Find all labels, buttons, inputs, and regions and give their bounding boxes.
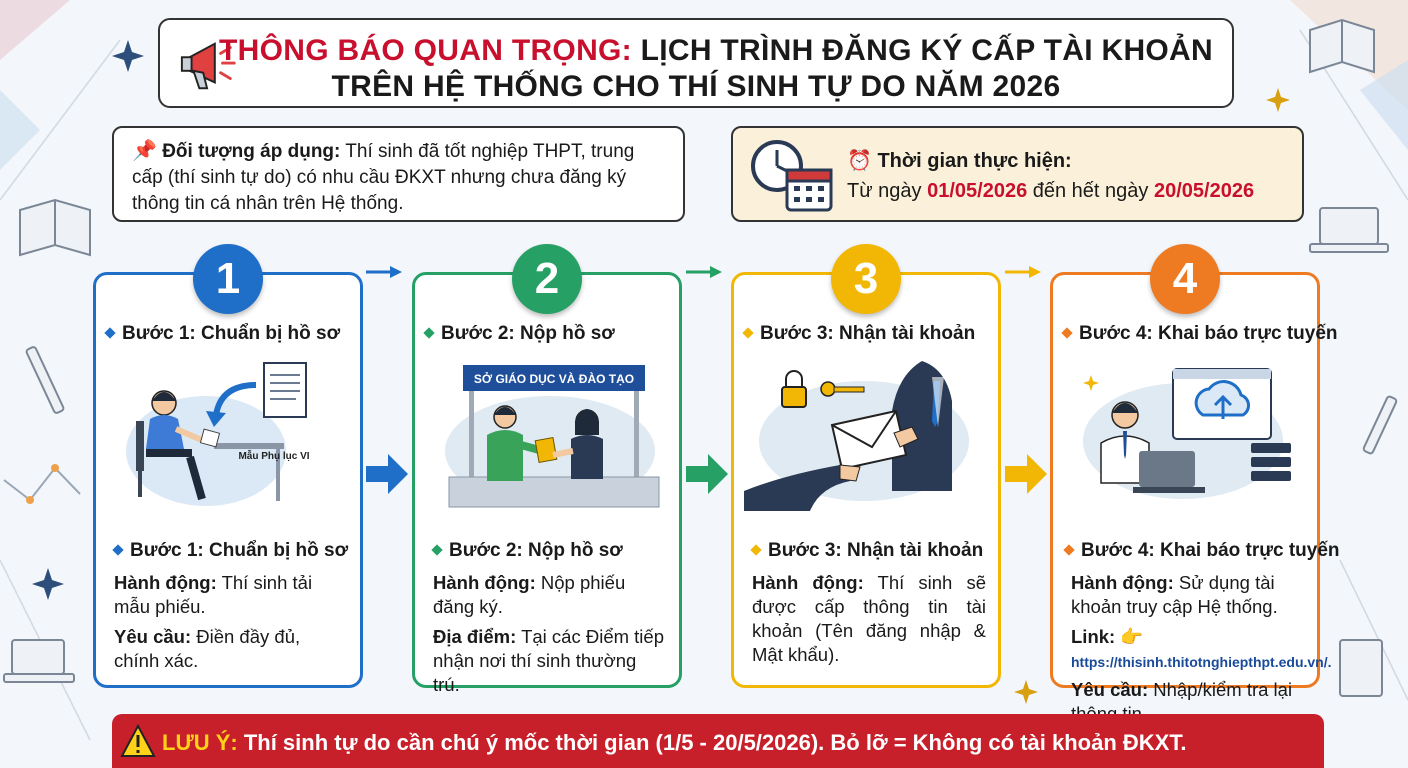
pointing-hand-icon: 👉 <box>1120 626 1144 647</box>
form-template-label: Mẫu Phụ lục VI <box>238 451 310 462</box>
pushpin-icon: 📌 <box>132 140 157 162</box>
submit-documents-illustration <box>425 361 675 511</box>
arrow-mid-3-icon <box>1005 454 1047 494</box>
step-subheading-1: Bước 1: Chuẩn bị hồ sơ <box>114 539 348 563</box>
end-date: 20/05/2026 <box>1153 180 1255 202</box>
step-card-1 <box>93 254 363 688</box>
page-title-line2: TRÊN HỆ THỐNG CHO THÍ SINH TỰ DO NĂM 2026 <box>331 70 1061 103</box>
portal-link[interactable]: https://thisinh.thitotnghiepthpt.edu.vn/. <box>1071 654 1332 670</box>
step-number-3: 3 <box>831 244 901 314</box>
target-audience-box <box>112 126 685 222</box>
arrow-top-1-icon <box>366 264 402 280</box>
receive-account-illustration <box>744 361 994 511</box>
step-2-action: Hành động: Nộp phiếu đăng ký. <box>433 572 626 617</box>
step-2-location: Địa điểm: Tại các Điểm tiếp nhận nơi thí sinh thường trú. <box>433 626 664 695</box>
warning-icon <box>120 724 156 758</box>
timeframe-box <box>731 126 1304 222</box>
step-number-2: 2 <box>512 244 582 314</box>
step-number-4: 4 <box>1150 244 1220 314</box>
department-sign: SỞ GIÁO DỤC VÀ ĐÀO TẠO <box>473 372 635 386</box>
timeframe-label: Thời gian thực hiện: <box>877 150 1072 172</box>
step-subheading-2: Bước 2: Nộp hồ sơ <box>433 539 667 563</box>
arrow-top-2-icon <box>686 264 722 280</box>
student-prepare-illustration <box>106 361 356 511</box>
step-card-2 <box>412 254 682 695</box>
page-title-line1: THÔNG BÁO QUAN TRỌNG: LỊCH TRÌNH ĐĂNG KÝ CẤP TÀI KHOẢN <box>219 34 1213 67</box>
title-banner <box>158 18 1234 108</box>
step-heading-4: Bước 4: Khai báo trực tuyến <box>1063 323 1311 345</box>
step-subheading-4: Bước 4: Khai báo trực tuyến <box>1065 539 1305 563</box>
step-4-link-row: Link: 👉 <box>1071 626 1144 647</box>
timeframe-range: Từ ngày 01/05/2026 đến hết ngày 20/05/2026 <box>847 180 1255 202</box>
step-4-requirement: Yêu cầu: Nhập/kiểm tra lại <box>1071 679 1293 700</box>
arrow-mid-1-icon <box>366 454 408 494</box>
warning-text: LƯU Ý: Thí sinh tự do cần chú ý mốc thời gian (1/5 - 20/5/2026). Bỏ lỡ = Không có tài khoản ĐKXT. <box>162 730 1187 755</box>
step-card-4 <box>1050 254 1340 700</box>
alarm-clock-icon: ⏰ <box>847 150 872 172</box>
step-4-action: Hành động: Sử dụng tài khoản truy cập Hệ thống. <box>1071 572 1278 617</box>
step-heading-1: Bước 1: Chuẩn bị hồ sơ <box>106 323 354 345</box>
step-subheading-3: Bước 3: Nhận tài khoản <box>752 539 986 563</box>
clock-calendar-icon <box>747 136 835 216</box>
step-1-action: Hành động: Thí sinh tải mẫu phiếu. <box>114 572 313 617</box>
step-heading-2: Bước 2: Nộp hồ sơ <box>425 323 673 345</box>
target-label: Đối tượng áp dụng: <box>162 141 341 162</box>
arrow-top-3-icon <box>1005 264 1041 280</box>
start-date: 01/05/2026 <box>927 180 1028 202</box>
step-number-1: 1 <box>193 244 263 314</box>
step-card-3 <box>731 254 1001 688</box>
step-1-requirement: Yêu cầu: Điền đầy đủ, chính xác. <box>114 626 301 671</box>
step-3-action: Hành động: Thí sinh sẽ được cấp thông tin tài khoản (Tên đăng nhập & Mật khẩu). <box>752 572 986 665</box>
step-heading-3: Bước 3: Nhận tài khoản <box>744 323 992 345</box>
online-declaration-illustration <box>1063 361 1313 511</box>
warning-note-bar <box>112 714 1324 768</box>
target-text: Thí sinh đã tốt nghiệp THPT, trung cấp (thí sinh tự do) có nhu cầu ĐKXT nhưng chưa đăng ký thông tin cá nhân trên Hệ thống. <box>132 141 635 214</box>
arrow-mid-2-icon <box>686 454 728 494</box>
